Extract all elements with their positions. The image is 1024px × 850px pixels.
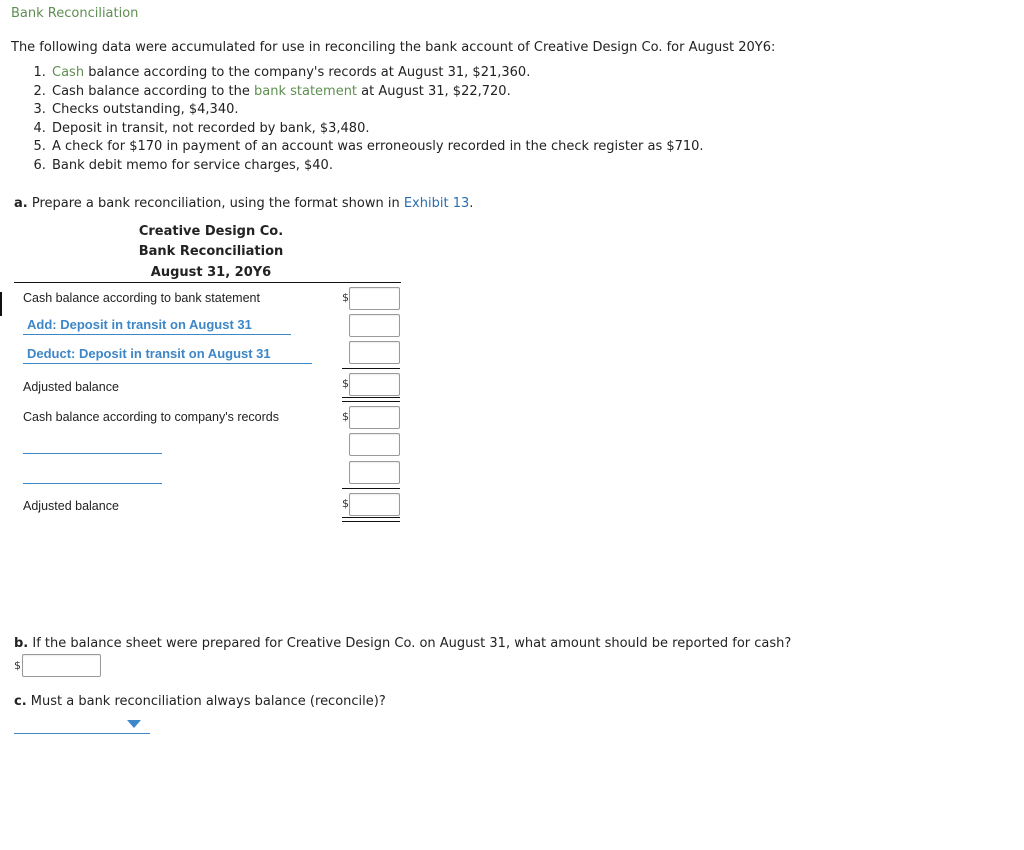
- heading-rule: [14, 282, 401, 283]
- statement-name: Bank Reconciliation: [138, 244, 284, 259]
- part-c-question: c. Must a bank reconciliation always balance (reconcile)?: [14, 694, 386, 709]
- cash-link[interactable]: Cash: [52, 65, 85, 80]
- list-item: 3. Checks outstanding, $4,340.: [50, 101, 704, 120]
- double-underline: [342, 397, 400, 402]
- cash-reported-input[interactable]: [22, 654, 101, 677]
- add-amount-input[interactable]: [349, 314, 400, 337]
- statement-date: August 31, 20Y6: [150, 265, 272, 280]
- chevron-down-icon[interactable]: [127, 720, 141, 728]
- statement-company: Creative Design Co.: [138, 224, 284, 239]
- deduct-amount-input[interactable]: [349, 341, 400, 364]
- add-select-underline: [23, 334, 291, 335]
- currency-symbol: $: [14, 659, 21, 672]
- adjusted-balance-label: Adjusted balance: [23, 380, 119, 394]
- exhibit-13-link[interactable]: Exhibit 13: [403, 196, 470, 211]
- bank-statement-link[interactable]: bank statement: [253, 83, 358, 99]
- double-underline: [342, 517, 400, 522]
- part-b-question: b. If the balance sheet were prepared for Creative Design Co. on August 31, what amount should be reported for cash?: [14, 636, 792, 651]
- intro-text: The following data were accumulated for use in reconciling the bank account of Creative Design Co. for August 20Y6:: [11, 40, 776, 55]
- currency-symbol: $: [342, 377, 349, 390]
- edge-marker: [0, 292, 2, 316]
- subtotal-rule: [342, 368, 400, 369]
- list-item: 6. Bank debit memo for service charges, $40.: [50, 157, 704, 176]
- reconcile-answer-select[interactable]: [14, 733, 150, 734]
- company-adjusted-balance-input[interactable]: [349, 493, 400, 516]
- currency-symbol: $: [342, 410, 349, 423]
- cash-company-label: Cash balance according to company's records: [23, 410, 279, 424]
- cash-company-amount-input[interactable]: [349, 406, 400, 429]
- list-item: 1. Cash balance according to the company's records at August 31, $21,360.: [50, 64, 704, 83]
- adjusted-balance-label: Adjusted balance: [23, 499, 119, 513]
- part-a-question: a. Prepare a bank reconciliation, using the format shown in Exhibit 13.: [14, 196, 474, 211]
- currency-symbol: $: [342, 291, 349, 304]
- company-add-amount-input[interactable]: [349, 433, 400, 456]
- list-item: 2. Cash balance according to the bank statement at August 31, $22,720.: [50, 83, 704, 102]
- cash-bank-amount-input[interactable]: [349, 287, 400, 310]
- list-item: 5. A check for $170 in payment of an account was erroneously recorded in the check register as $710.: [50, 138, 704, 157]
- add-item-select[interactable]: Add: Deposit in transit on August 31: [27, 317, 252, 332]
- bank-adjusted-balance-input[interactable]: [349, 373, 400, 396]
- company-deduct-amount-input[interactable]: [349, 461, 400, 484]
- company-add-select[interactable]: [23, 453, 162, 454]
- deduct-select-underline: [23, 363, 312, 364]
- currency-symbol: $: [342, 497, 349, 510]
- subtotal-rule: [342, 488, 400, 489]
- deduct-item-select[interactable]: Deduct: Deposit in transit on August 31: [27, 346, 271, 361]
- data-list: [24, 64, 704, 176]
- company-deduct-select[interactable]: [23, 483, 162, 484]
- cash-bank-label: Cash balance according to bank statement: [23, 291, 260, 305]
- list-item: 4. Deposit in transit, not recorded by bank, $3,480.: [50, 120, 704, 139]
- page-title: Bank Reconciliation: [11, 6, 139, 21]
